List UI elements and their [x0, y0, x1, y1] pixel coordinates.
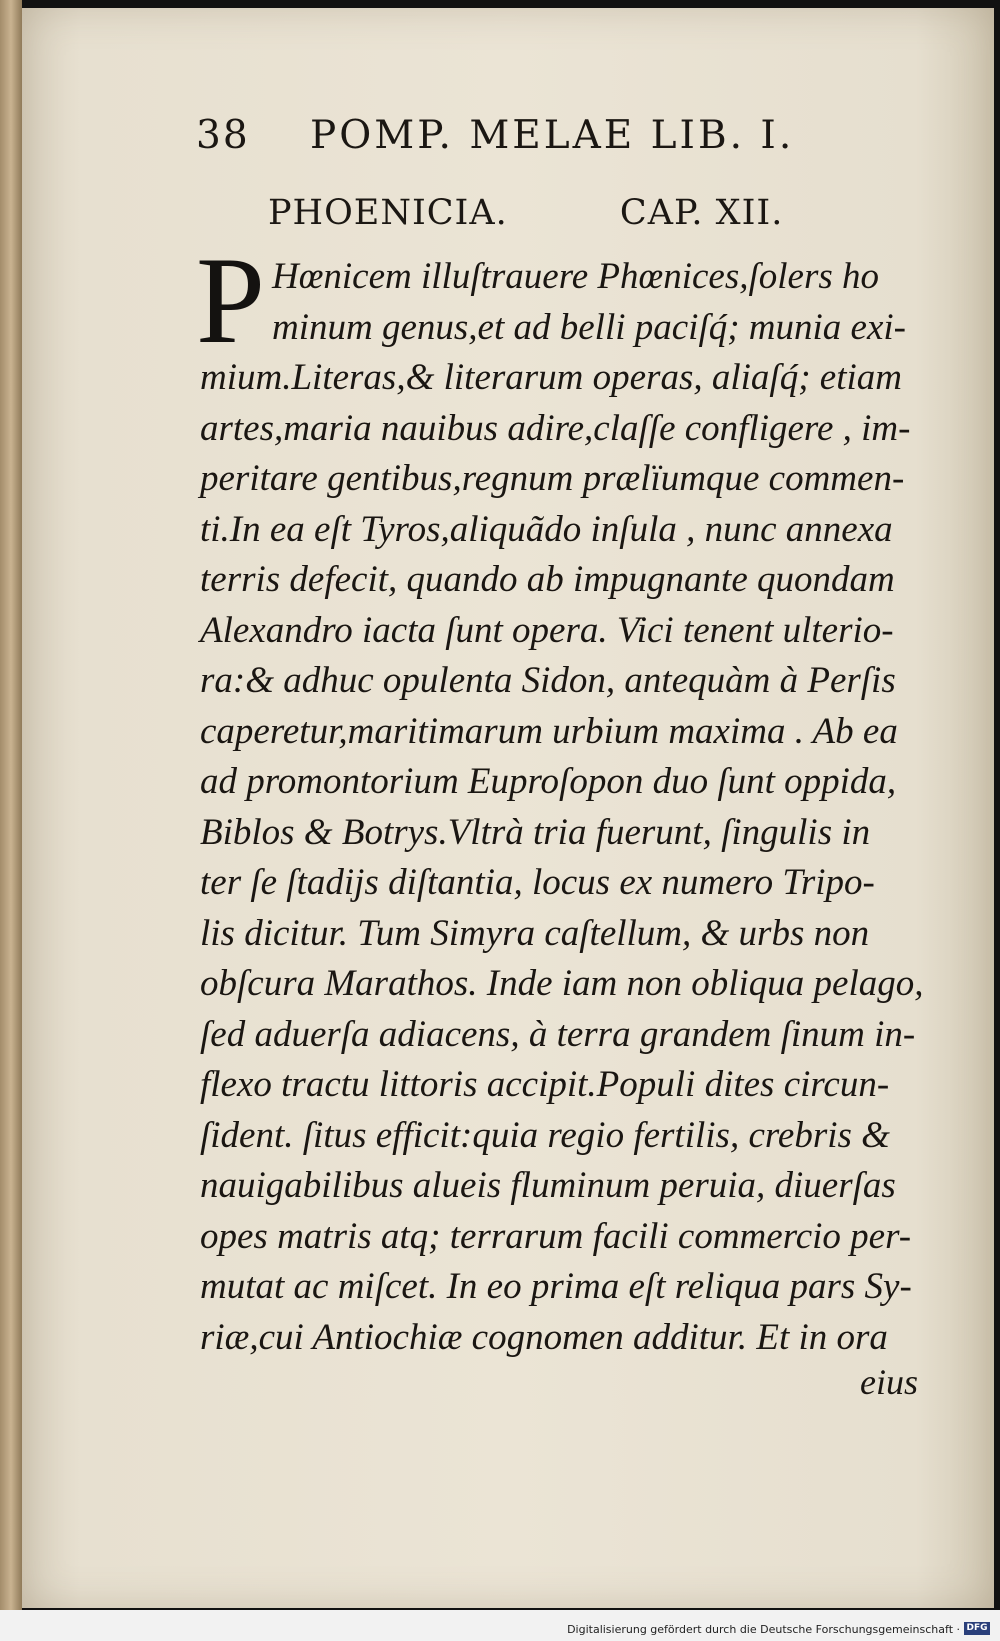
chapter-title: PHOENICIA. — [268, 193, 508, 233]
text-line: Alexandro iacta ſunt opera. Vici tenent ulterio- — [200, 609, 894, 651]
footer-credit: Digitalisierung gefördert durch die Deutsche Forschungsgemeinschaft · — [567, 1623, 960, 1636]
text-line: obſcura Marathos. Inde iam non obliqua pelago, — [200, 963, 924, 1004]
text-line: opes matris atq; terrarum facili commercio per- — [200, 1215, 912, 1257]
text-line: Biblos & Botrys.Vltrà tria fuerunt, ſingulis in — [200, 811, 871, 853]
text-line: caperetur,maritimarum urbium maxima . Ab ea — [200, 710, 898, 752]
catchword: eius — [860, 1362, 918, 1402]
running-head — [196, 113, 876, 158]
text-line: minum genus,et ad belli paciſq́; munia exi- — [272, 306, 907, 348]
text-line: lis dicitur. Tum Simyra caſtellum, & urbs non — [200, 912, 870, 954]
chapter-heading — [268, 193, 828, 233]
text-line: ti.In ea eſt Tyros,aliquãdo inſula , nunc annexa — [200, 508, 893, 550]
text-line: ſed aduerſa adiacens, à terra grandem ſinum in- — [200, 1013, 916, 1055]
text-line: artes,maria nauibus adire,claſſe confligere , im- — [200, 407, 911, 449]
text-line: flexo tractu littoris accipit.Populi dites circun- — [200, 1064, 890, 1105]
text-line: nauigabilibus alueis fluminum peruia, diuerſas — [200, 1165, 896, 1206]
chapter-number: CAP. XII. — [619, 193, 784, 233]
text-line: mutat ac miſcet. In eo prima eſt reliqua pars Sy- — [200, 1266, 912, 1307]
page-number: 38 — [196, 113, 250, 158]
dfg-logo: DFG — [964, 1622, 990, 1635]
text-line: mium.Literas,& literarum operas, aliaſq́; etiam — [200, 357, 902, 398]
text-line: peritare gentibus,regnum prælïumque commen- — [200, 458, 905, 499]
text-line: terris defecit, quando ab impugnante quondam — [200, 559, 895, 600]
running-title: POMP. MELAE LIB. I. — [310, 113, 795, 158]
text-line: ter ſe ſtadijs diſtantia, locus ex numero Tripo- — [200, 862, 875, 903]
text-line: ad promontorium Euproſopon duo ſunt oppida, — [200, 761, 897, 802]
text-line: ra:& adhuc opulenta Sidon, antequàm à Perſis — [200, 660, 896, 701]
text-line: Hœnicem illuſtrauere Phœnices,ſolers ho — [272, 256, 879, 297]
text-line: riæ,cui Antiochiæ cognomen additur. Et in ora — [200, 1316, 888, 1358]
book-edge — [0, 0, 22, 1641]
text-line: ſident. ſitus efficit:quia regio fertilis, crebris & — [200, 1114, 890, 1156]
drop-cap: P — [196, 232, 265, 369]
body-text — [200, 252, 924, 1363]
